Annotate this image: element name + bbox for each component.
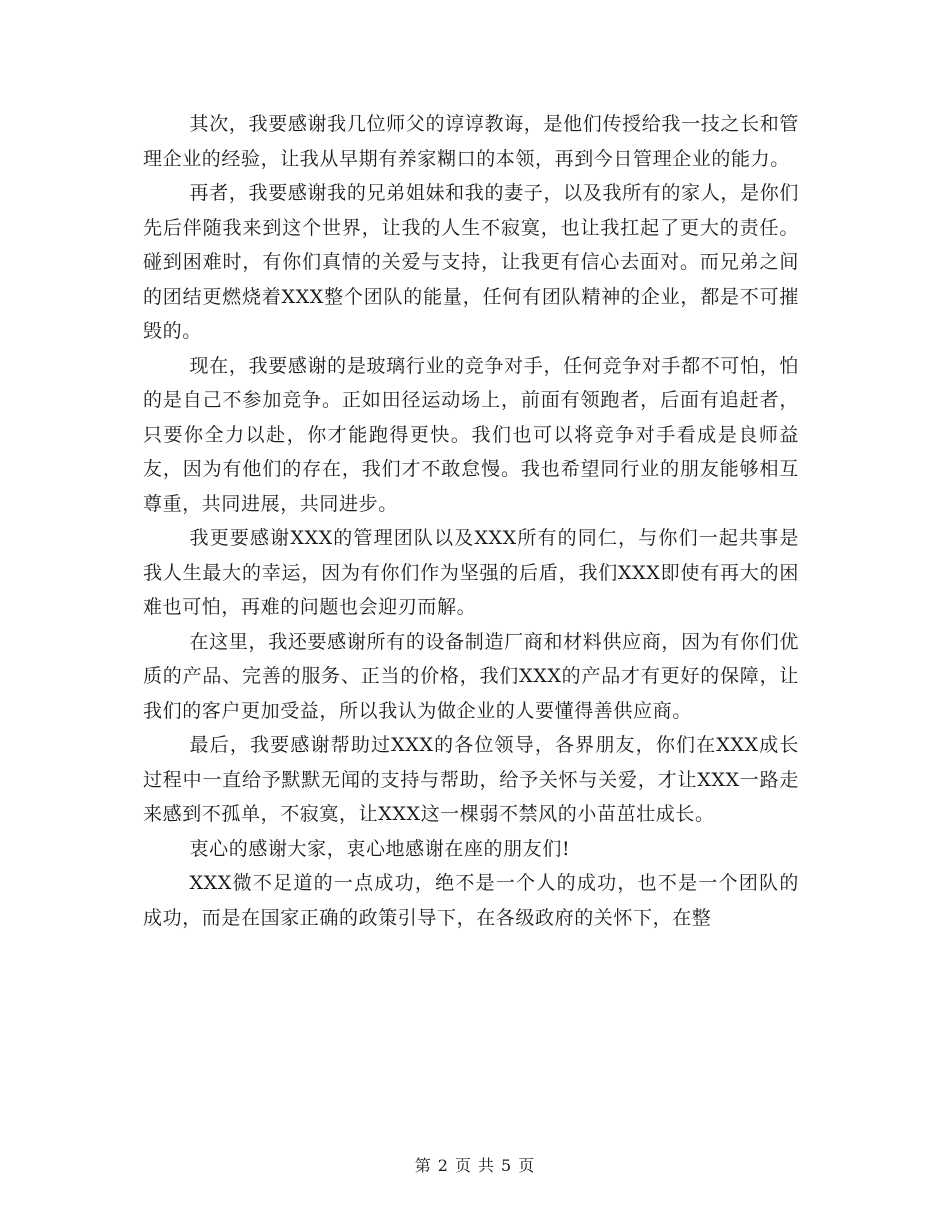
footer-total-label: 页 bbox=[518, 1156, 536, 1175]
paragraph-suppliers: 在这里，我还要感谢所有的设备制造厂商和材料供应商，因为有你们优质的产品、完善的服务、正当的价格，我们XXX的产品才有更好的保障，让我们的客户更加受益，所以我认为做企业的人要懂得善供应商。 bbox=[143, 630, 799, 722]
footer-page-prefix: 第 bbox=[414, 1156, 432, 1175]
document-body bbox=[143, 107, 799, 935]
paragraph-family: 再者，我要感谢我的兄弟姐妹和我的妻子，以及我所有的家人，是你们先后伴随我来到这个世界，让我的人生不寂寞，也让我扛起了更大的责任。碰到困难时，有你们真情的关爱与支持，让我更有信心去面对。而兄弟之间的团结更燃烧着XXX整个团队的能量，任何有团队精神的企业，都是不可摧毁的。 bbox=[143, 182, 799, 342]
footer-page-label: 页 bbox=[454, 1156, 472, 1175]
footer-total-pages: 5 bbox=[501, 1156, 513, 1175]
paragraph-success: XXX微不足道的一点成功，绝不是一个人的成功，也不是一个团队的成功，而是在国家正确的政策引导下，在各级政府的关怀下，在整 bbox=[143, 872, 799, 929]
paragraph-leaders-friends: 最后，我要感谢帮助过XXX的各位领导，各界朋友，你们在XXX成长过程中一直给予默默无闻的支持与帮助，给予关怀与关爱，才让XXX一路走来感到不孤单，不寂寞，让XXX这一棵弱不禁风的小苗茁壮成长。 bbox=[143, 734, 799, 825]
page-footer bbox=[0, 1153, 950, 1176]
paragraph-teachers: 其次，我要感谢我几位师父的谆谆教诲，是他们传授给我一技之长和管理企业的经验，让我从早期有养家糊口的本领，再到今日管理企业的能力。 bbox=[143, 113, 799, 170]
paragraph-thanks-everyone: 衷心的感谢大家，衷心地感谢在座的朋友们! bbox=[189, 837, 571, 860]
footer-page-number: 2 bbox=[437, 1156, 449, 1175]
paragraph-management-team: 我更要感谢XXX的管理团队以及XXX所有的同仁，与你们一起共事是我人生最大的幸运，因为有你们作为坚强的后盾，我们XXX即使有再大的困难也可怕，再难的问题也会迎刃而解。 bbox=[143, 527, 799, 618]
paragraph-competitors: 现在，我要感谢的是玻璃行业的竞争对手，任何竞争对手都不可怕，怕的是自己不参加竞争。正如田径运动场上，前面有领跑者，后面有追赶者，只要你全力以赴，你才能跑得更快。我们也可以将竞争对手看成是良师益友，因为有他们的存在，我们才不敢怠慢。我也希望同行业的朋友能够相互尊重，共同进展，共同进步。 bbox=[143, 354, 799, 515]
footer-total-prefix: 共 bbox=[478, 1156, 496, 1175]
